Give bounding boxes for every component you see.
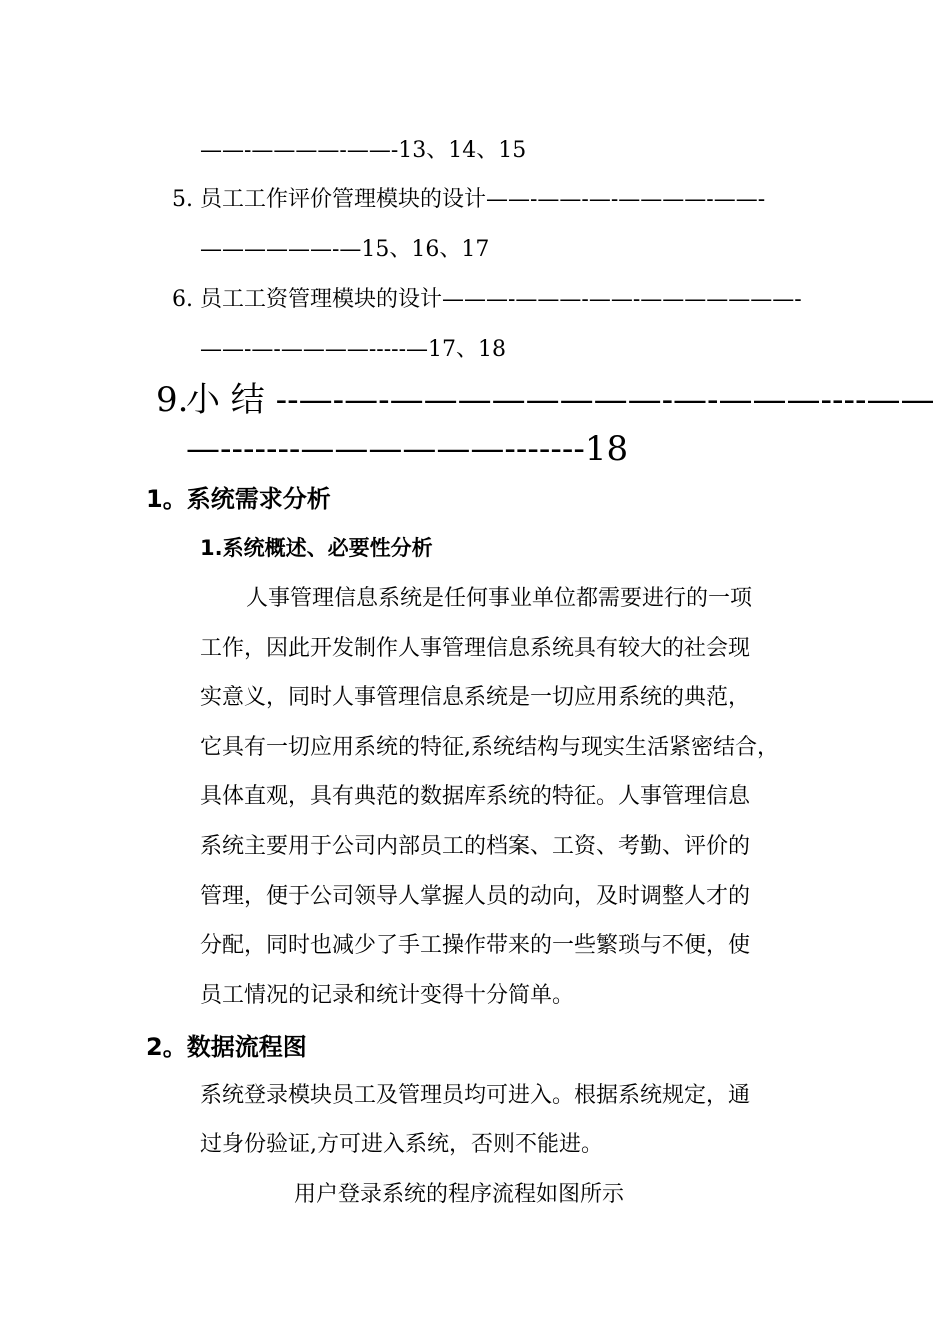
paragraph-line: 系统登录模块员工及管理员均可进入。根据系统规定，通 (200, 1083, 751, 1108)
toc-item9-number: 9. (156, 380, 189, 420)
figure-caption: 用户登录系统的程序流程如图所示 (294, 1182, 625, 1207)
toc-item9-text: 小 结 --—-—-————————-—-———----—— (186, 380, 935, 420)
toc-item5-number: 5. (172, 187, 193, 212)
paragraph-line: 分配，同时也减少了手工操作带来的一些繁琐与不便，使 (200, 933, 751, 958)
section1-subtitle: 1.系统概述、必要性分析 (200, 536, 433, 560)
toc-item6-number: 6. (172, 287, 193, 312)
toc-line-13-15: ——-————-——-13、14、15 (200, 138, 527, 163)
paragraph-line: 工作，因此开发制作人事管理信息系统具有较大的社会现 (200, 636, 751, 661)
section1-title: 1。系统需求分析 (146, 485, 331, 513)
section2-title: 2。数据流程图 (146, 1033, 307, 1061)
toc-item5-continuation: ——————-—15、16、17 (200, 237, 490, 262)
paragraph-line: 系统主要用于公司内部员工的档案、工资、考勤、评价的 (200, 834, 751, 859)
toc-item6-text: 员工工资管理模块的设计———-———-——-———————- (200, 287, 802, 312)
toc-item9-continuation: —-------——————-------18 (186, 429, 629, 469)
paragraph-line: 过身份验证,方可进入系统，否则不能进。 (200, 1132, 603, 1157)
paragraph-line: 它具有一切应用系统的特征,系统结构与现实生活紧密结合， (200, 735, 779, 760)
paragraph-line: 管理，便于公司领导人掌握人员的动向，及时调整人才的 (200, 884, 751, 909)
paragraph-line: 员工情况的记录和统计变得十分简单。 (200, 983, 575, 1008)
paragraph-line: 人事管理信息系统是任何事业单位都需要进行的一项 (246, 586, 753, 611)
toc-item5-text: 员工工作评价管理模块的设计——-——-—-————-——- (200, 187, 766, 212)
toc-item6-continuation: ——-—-————-----—17、18 (200, 337, 507, 362)
paragraph-line: 具体直观，具有典范的数据库系统的特征。人事管理信息 (200, 784, 751, 809)
paragraph-line: 实意义，同时人事管理信息系统是一切应用系统的典范， (200, 685, 751, 710)
